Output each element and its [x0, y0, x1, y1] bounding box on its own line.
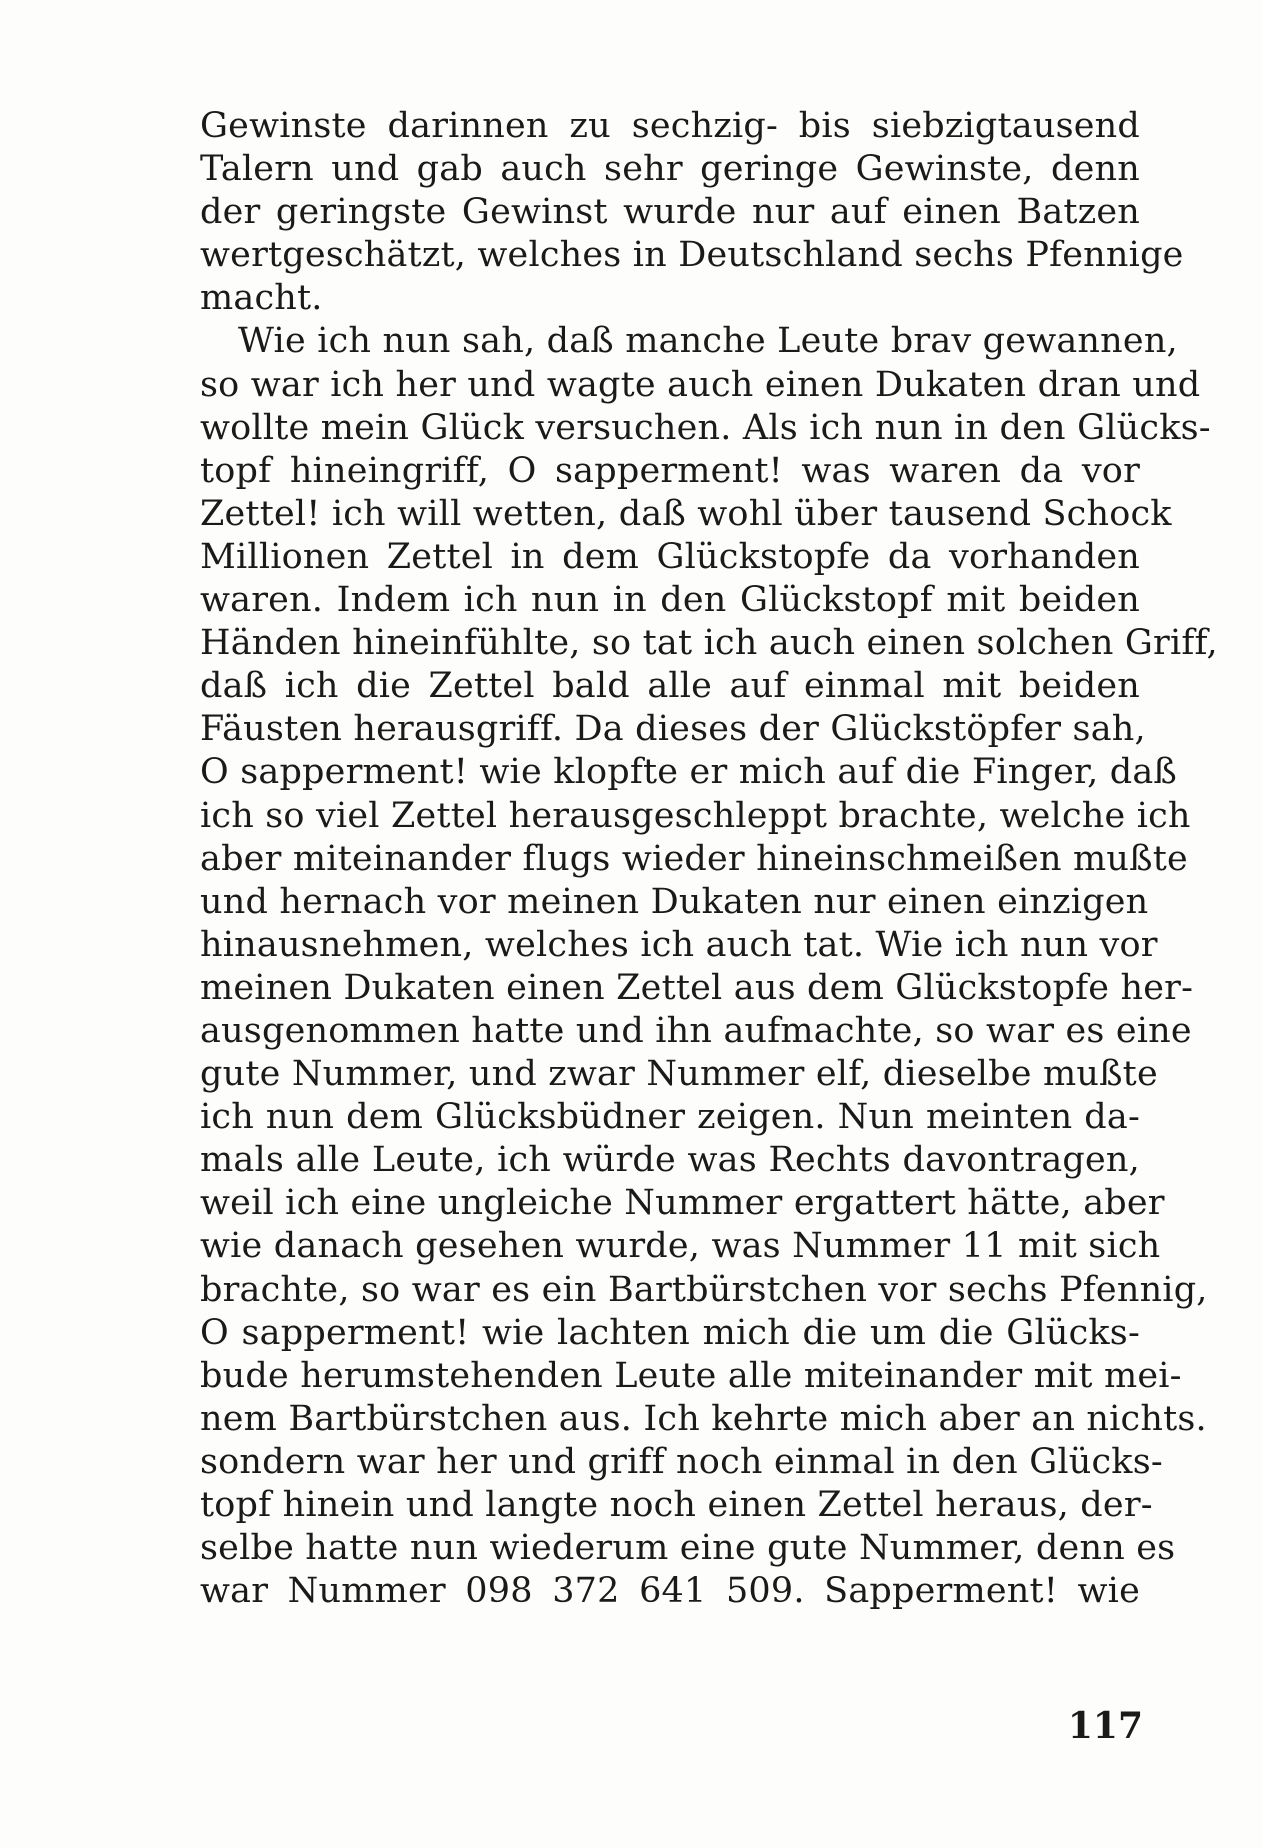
text-line: Zettel! ich will wetten, daß wohl über tausend Schock	[200, 493, 1172, 534]
text-line: Millionen Zettel in dem Glückstopfe da vorhanden	[200, 536, 1140, 577]
text-line: Talern und gab auch sehr geringe Gewinste, denn	[200, 149, 1140, 190]
text-line: meinen Dukaten einen Zettel aus dem Glückstopfe her-	[200, 967, 1194, 1008]
text-line: aber miteinander flugs wieder hineinschmeißen mußte	[200, 838, 1188, 879]
text-line: Händen hineinfühlte, so tat ich auch einen solchen Griff,	[200, 623, 1218, 664]
text-line: selbe hatte nun wiederum eine gute Nummer, denn es	[200, 1528, 1176, 1569]
text-line: der geringste Gewinst wurde nur auf einen Batzen	[200, 192, 1140, 233]
text-line: nem Bartbürstchen aus. Ich kehrte mich aber an nichts.	[200, 1398, 1207, 1439]
text-line: Gewinste darinnen zu sechzig- bis siebzigtausend	[200, 106, 1140, 146]
text-line: so war ich her und wagte auch einen Dukaten dran und	[200, 364, 1201, 405]
text-line: O sapperment! wie lachten mich die um die Glücks-	[200, 1312, 1140, 1353]
text-line: hinausnehmen, welches ich auch tat. Wie ich nun vor	[200, 924, 1158, 965]
text-line: ausgenommen hatte und ihn aufmachte, so war es eine	[200, 1010, 1192, 1051]
text-line: daß ich die Zettel bald alle auf einmal mit beiden	[200, 666, 1140, 707]
text-line: wollte mein Glück versuchen. Als ich nun in den Glücks-	[200, 407, 1211, 448]
body-text	[200, 105, 1218, 1613]
text-line: gute Nummer, und zwar Nummer elf, dieselbe mußte	[200, 1054, 1158, 1095]
text-line: wertgeschätzt, welches in Deutschland sechs Pfennige	[200, 235, 1184, 276]
text-line: waren. Indem ich nun in den Glückstopf mit beiden	[200, 580, 1140, 621]
text-line: sondern war her und griff noch einmal in den Glücks-	[200, 1441, 1163, 1482]
text-line: war Nummer 098 372 641 509. Sapperment! wie	[200, 1571, 1140, 1612]
text-line: ich nun dem Glücksbüdner zeigen. Nun meinten da-	[200, 1097, 1140, 1138]
text-line: wie danach gesehen wurde, was Nummer 11 mit sich	[200, 1226, 1161, 1267]
text-line: Wie ich nun sah, daß manche Leute brav gewannen,	[238, 321, 1178, 362]
page-number: 117	[1067, 1705, 1143, 1747]
text-line: weil ich eine ungleiche Nummer ergattert hätte, aber	[200, 1183, 1165, 1224]
text-line: topf hinein und langte noch einen Zettel heraus, der-	[200, 1485, 1153, 1525]
text-line: mals alle Leute, ich würde was Rechts davontragen,	[200, 1140, 1140, 1181]
text-line: bude herumstehenden Leute alle miteinander mit mei-	[200, 1355, 1182, 1396]
text-line: O sapperment! wie klopfte er mich auf die Finger, daß	[200, 752, 1177, 793]
text-line: und hernach vor meinen Dukaten nur einen einzigen	[200, 881, 1149, 922]
text-line: macht.	[200, 278, 323, 319]
text-line: topf hineingriff, O sapperment! was waren da vor	[200, 450, 1140, 491]
text-line: Fäusten herausgriff. Da dieses der Glückstöpfer sah,	[200, 709, 1146, 750]
text-line: brachte, so war es ein Bartbürstchen vor sechs Pfennig,	[200, 1269, 1208, 1310]
text-line: ich so viel Zettel herausgeschleppt brachte, welche ich	[200, 795, 1191, 836]
